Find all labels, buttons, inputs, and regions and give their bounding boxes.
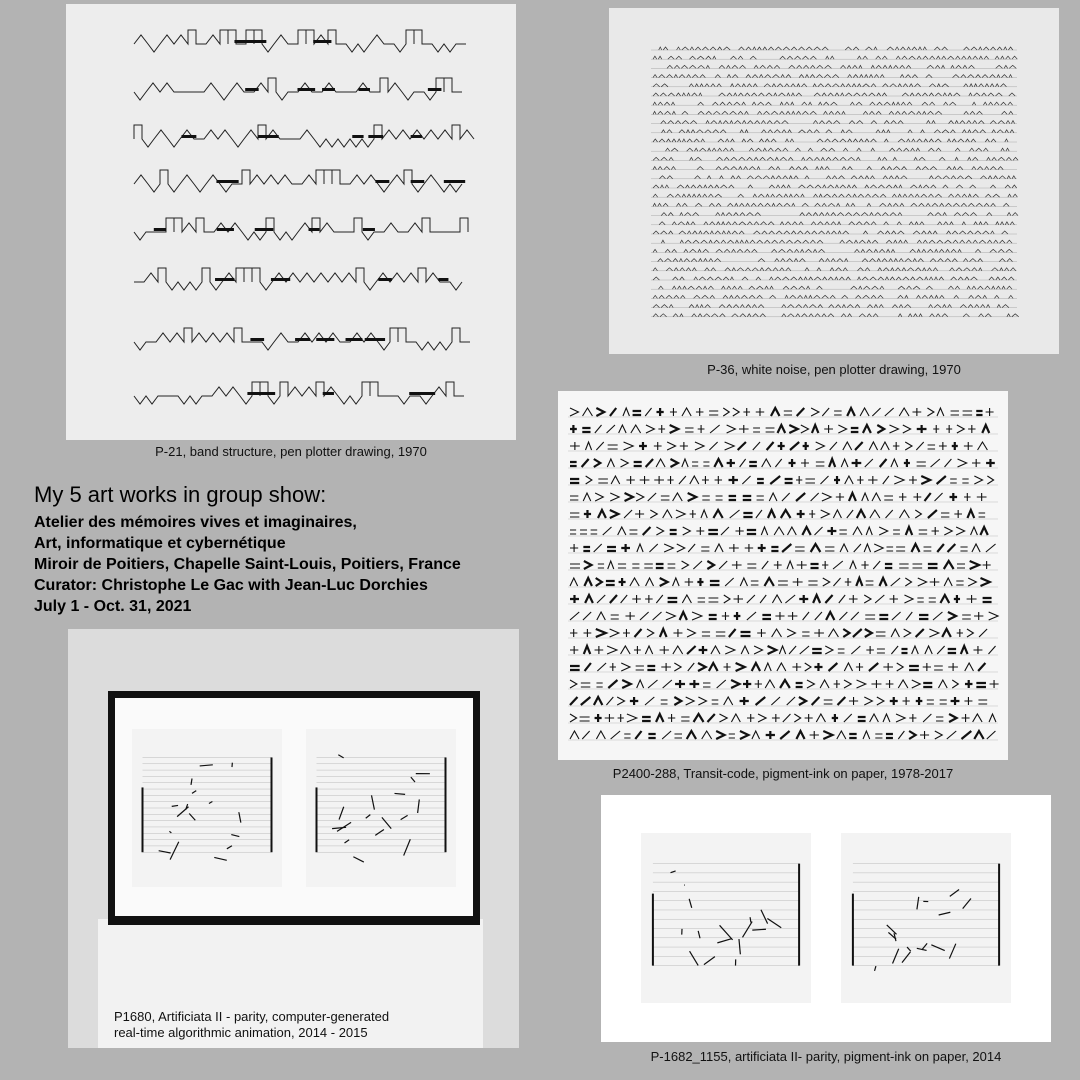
exhibition-line-4: Curator: Christophe Le Gac with Jean-Luc Dorchies (34, 577, 428, 594)
white-noise-drawing (609, 8, 1059, 354)
installation-photo (68, 629, 519, 1048)
caption-p36: P-36, white noise, pen plotter drawing, 1970 (707, 362, 961, 377)
exhibition-title: My 5 art works in group show: (34, 482, 327, 507)
caption-p21: P-21, band structure, pen plotter drawing, 1970 (155, 444, 427, 459)
artwork-p21-band-structure (66, 4, 516, 440)
artwork-p1682-parity (601, 795, 1051, 1042)
caption-p1682: P-1682_1155, artificiata II- parity, pigment-ink on paper, 2014 (650, 1049, 1002, 1064)
caption-p2400: P2400-288, Transit-code, pigment-ink on paper, 1978-2017 (612, 766, 954, 781)
exhibition-info (34, 482, 461, 617)
exhibition-line-1: Atelier des mémoires vives et imaginaires, (34, 514, 357, 531)
artwork-p1680-installation (68, 629, 519, 1048)
band-structure-drawing (66, 4, 516, 440)
exhibition-line-3: Miroir de Poitiers, Chapelle Saint-Louis, Poitiers, France (34, 556, 461, 573)
exhibition-line-5: July 1 - Oct. 31, 2021 (34, 598, 192, 615)
transit-code-drawing (558, 391, 1008, 760)
caption-p1680-line-2: real-time algorithmic animation, 2014 - 2015 (114, 1025, 368, 1040)
parity-drawing (601, 795, 1051, 1042)
artwork-p36-white-noise (609, 8, 1059, 354)
caption-p1680-line-1: P1680, Artificiata II - parity, computer-generated (114, 1009, 390, 1024)
caption-p1680 (114, 1009, 389, 1041)
exhibition-line-2: Art, informatique et cybernétique (34, 535, 286, 552)
artwork-p2400-transit-code (558, 391, 1008, 760)
